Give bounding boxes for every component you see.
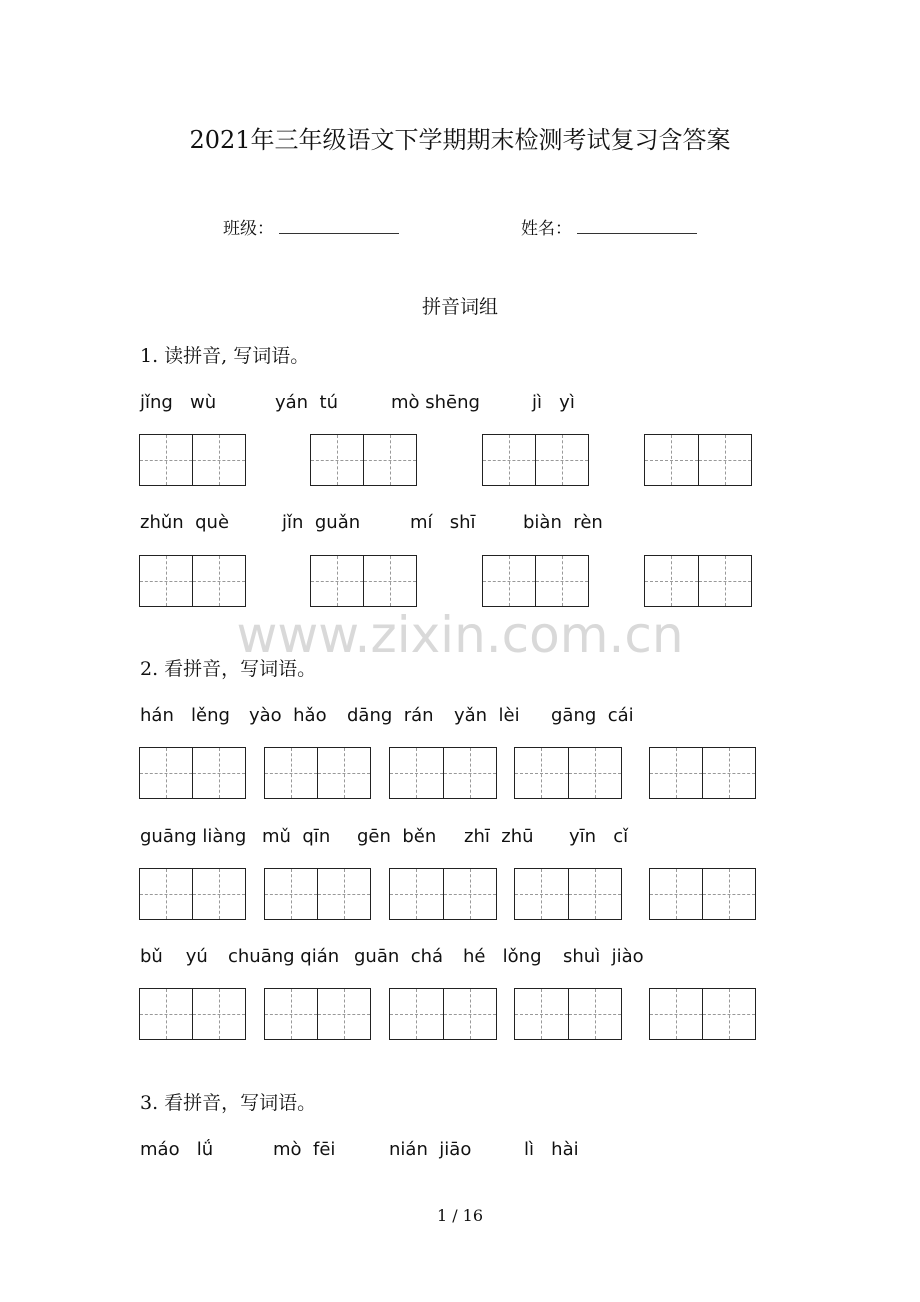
pinyin-label: máo lǘ — [140, 1139, 214, 1160]
class-label: 班级： — [223, 219, 274, 239]
writing-grid[interactable] — [139, 747, 246, 799]
writing-grid[interactable] — [389, 868, 497, 920]
pinyin-label: jì yì — [532, 392, 575, 413]
writing-grid[interactable] — [649, 747, 756, 799]
writing-grid[interactable] — [644, 434, 752, 486]
pinyin-label: mí shī — [410, 512, 476, 533]
pinyin-label: chuāng qián — [228, 946, 340, 967]
writing-grid[interactable] — [482, 434, 589, 486]
pinyin-label: guān chá — [354, 946, 444, 967]
pinyin-label: dāng rán — [347, 705, 434, 726]
pinyin-label: hé lǒng — [463, 946, 542, 967]
writing-grid[interactable] — [139, 988, 246, 1040]
question-2-heading: 2. 看拼音，写词语。 — [140, 658, 317, 680]
pinyin-label: jǐn guǎn — [282, 512, 361, 533]
name-label: 姓名： — [521, 219, 572, 239]
writing-grid[interactable] — [310, 434, 417, 486]
pinyin-label: jǐng wù — [140, 392, 217, 413]
pinyin-label: gāng cái — [551, 705, 634, 726]
page-number: 1 / 16 — [436, 1206, 484, 1225]
pinyin-label: mò fēi — [273, 1139, 336, 1160]
watermark: www.zixin.com.cn — [236, 606, 684, 664]
pinyin-label: biàn rèn — [523, 512, 603, 533]
writing-grid[interactable] — [482, 555, 589, 607]
writing-grid[interactable] — [139, 555, 246, 607]
writing-grid[interactable] — [139, 434, 246, 486]
writing-grid[interactable] — [139, 868, 246, 920]
writing-grid[interactable] — [264, 747, 371, 799]
pinyin-label: yīn cǐ — [569, 826, 629, 847]
writing-grid[interactable] — [644, 555, 752, 607]
pinyin-label: nián jiāo — [389, 1139, 472, 1160]
question-1-heading: 1. 读拼音, 写词语。 — [140, 345, 310, 367]
writing-grid[interactable] — [649, 868, 756, 920]
pinyin-label: mǔ qīn — [262, 826, 331, 847]
pinyin-label: yán tú — [275, 392, 338, 413]
name-blank[interactable] — [577, 233, 697, 234]
writing-grid[interactable] — [264, 988, 371, 1040]
pinyin-label: yǎn lèi — [454, 705, 520, 726]
question-3-heading: 3. 看拼音，写词语。 — [140, 1092, 317, 1114]
writing-grid[interactable] — [310, 555, 417, 607]
writing-grid[interactable] — [389, 747, 497, 799]
pinyin-label: bǔ yú — [140, 946, 208, 967]
writing-grid[interactable] — [264, 868, 371, 920]
writing-grid[interactable] — [514, 988, 622, 1040]
writing-grid[interactable] — [649, 988, 756, 1040]
pinyin-label: guāng liàng — [140, 826, 247, 847]
writing-grid[interactable] — [514, 868, 622, 920]
section-title: 拼音词组 — [421, 296, 498, 318]
pinyin-label: yào hǎo — [249, 705, 327, 726]
pinyin-label: gēn běn — [357, 826, 437, 847]
pinyin-label: hán lěng — [140, 705, 230, 726]
class-blank[interactable] — [279, 233, 399, 234]
writing-grid[interactable] — [514, 747, 622, 799]
document-title: 2021年三年级语文下学期期末检测考试复习含答案 — [189, 126, 731, 154]
pinyin-label: shuì jiào — [563, 946, 644, 967]
pinyin-label: zhī zhū — [464, 826, 534, 847]
writing-grid[interactable] — [389, 988, 497, 1040]
pinyin-label: mò shēng — [391, 392, 480, 413]
pinyin-label: lì hài — [524, 1139, 579, 1160]
pinyin-label: zhǔn què — [140, 512, 230, 533]
